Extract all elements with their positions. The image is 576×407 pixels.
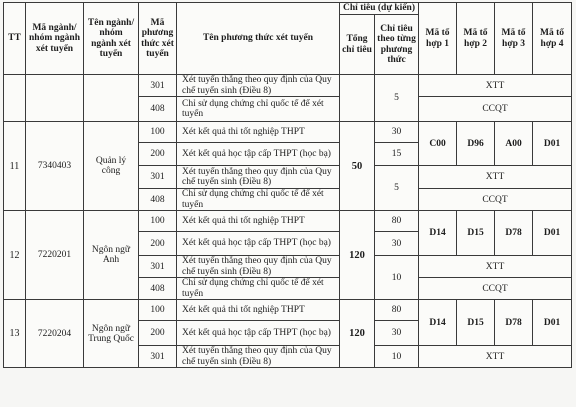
- header-combo-4: Mã tổ hợp 4: [533, 3, 572, 75]
- header-combo-2: Mã tổ hợp 2: [457, 3, 495, 75]
- combo-2: D96: [457, 122, 495, 166]
- method-quota: 30: [375, 122, 419, 143]
- combo-3: A00: [495, 122, 533, 166]
- combo-3: D78: [495, 300, 533, 346]
- method-quota: 30: [375, 321, 419, 346]
- table-row: [4, 211, 572, 232]
- header-method-name: Tên phương thức xét tuyển: [177, 3, 340, 75]
- method-quota: 10: [375, 256, 419, 300]
- header-quota: Chỉ tiêu (dự kiến): [340, 3, 419, 15]
- method-name: Chỉ sử dụng chứng chỉ quốc tế để xét tuyển: [177, 97, 340, 122]
- method-code: 301: [139, 166, 177, 189]
- major-code: 7220201: [26, 211, 84, 300]
- method-code: 200: [139, 143, 177, 166]
- header-major-name: Tên ngành/ nhóm ngành xét tuyển: [84, 3, 139, 75]
- method-code: 200: [139, 232, 177, 256]
- method-name: Chỉ sử dụng chứng chỉ quốc tế để xét tuyển: [177, 278, 340, 300]
- row-number: 11: [4, 122, 26, 211]
- method-name: Chỉ sử dụng chứng chỉ quốc tế để xét tuyển: [177, 189, 340, 211]
- method-quota: 80: [375, 211, 419, 232]
- method-code: 408: [139, 189, 177, 211]
- combo-2: D15: [457, 211, 495, 256]
- header-combo-3: Mã tổ hợp 3: [495, 3, 533, 75]
- major-name: Ngôn ngữ Trung Quốc: [84, 300, 139, 368]
- method-quota: 15: [375, 143, 419, 166]
- table-row: [4, 300, 572, 321]
- combo-label-xtt: XTT: [419, 166, 572, 189]
- method-quota: 30: [375, 232, 419, 256]
- combo-4: D01: [533, 122, 572, 166]
- combo-label-ccqt: CCQT: [419, 278, 572, 300]
- combo-label-ccqt: CCQT: [419, 97, 572, 122]
- header-combo-1: Mã tổ hợp 1: [419, 3, 457, 75]
- header-tt: TT: [4, 3, 26, 75]
- method-code: 301: [139, 75, 177, 97]
- header-method-code: Mã phương thức xét tuyển: [139, 3, 177, 75]
- method-code: 408: [139, 278, 177, 300]
- method-quota: 80: [375, 300, 419, 321]
- method-name: Xét kết quả học tập cấp THPT (học bạ): [177, 232, 340, 256]
- method-name: Xét tuyển thẳng theo quy định của Quy chế tuyển sinh (Điều 8): [177, 346, 340, 368]
- method-name: Xét kết quả học tập cấp THPT (học bạ): [177, 143, 340, 166]
- method-name: Xét kết quả thi tốt nghiệp THPT: [177, 300, 340, 321]
- header-method-quota: Chỉ tiêu theo từng phương thức: [375, 15, 419, 75]
- row-number: 12: [4, 211, 26, 300]
- method-name: Xét tuyển thẳng theo quy định của Quy chế tuyển sinh (Điều 8): [177, 75, 340, 97]
- major-name: Ngôn ngữ Anh: [84, 211, 139, 300]
- combo-label-xtt: XTT: [419, 75, 572, 97]
- combo-2: D15: [457, 300, 495, 346]
- combo-1: C00: [419, 122, 457, 166]
- admission-table: [3, 2, 572, 368]
- method-name: Xét kết quả thi tốt nghiệp THPT: [177, 211, 340, 232]
- method-name: Xét kết quả thi tốt nghiệp THPT: [177, 122, 340, 143]
- method-name: Xét tuyển thẳng theo quy định của Quy chế tuyển sinh (Điều 8): [177, 166, 340, 189]
- total-quota: 120: [340, 211, 375, 300]
- header-total-quota: Tổng chỉ tiêu: [340, 15, 375, 75]
- combo-4: D01: [533, 300, 572, 346]
- combo-1: D14: [419, 300, 457, 346]
- method-code: 301: [139, 256, 177, 278]
- method-quota: 10: [375, 346, 419, 368]
- combo-label-xtt: XTT: [419, 256, 572, 278]
- total-quota: 120: [340, 300, 375, 368]
- method-code: 408: [139, 97, 177, 122]
- method-quota: 5: [375, 166, 419, 211]
- row-number: 13: [4, 300, 26, 368]
- table-row: [4, 122, 572, 143]
- method-code: 100: [139, 122, 177, 143]
- method-code: 100: [139, 300, 177, 321]
- combo-label-ccqt: CCQT: [419, 189, 572, 211]
- method-quota: 5: [375, 75, 419, 122]
- method-code: 100: [139, 211, 177, 232]
- method-code: 200: [139, 321, 177, 346]
- table-row: [4, 75, 572, 97]
- method-name: Xét kết quả học tập cấp THPT (học bạ): [177, 321, 340, 346]
- method-code: 301: [139, 346, 177, 368]
- major-code: 7220204: [26, 300, 84, 368]
- method-name: Xét tuyển thẳng theo quy định của Quy chế tuyển sinh (Điều 8): [177, 256, 340, 278]
- major-code: 7340403: [26, 122, 84, 211]
- major-name: Quản lý công: [84, 122, 139, 211]
- combo-label-xtt: XTT: [419, 346, 572, 368]
- combo-1: D14: [419, 211, 457, 256]
- total-quota: 50: [340, 122, 375, 211]
- header-major-code: Mã ngành/ nhóm ngành xét tuyển: [26, 3, 84, 75]
- combo-4: D01: [533, 211, 572, 256]
- combo-3: D78: [495, 211, 533, 256]
